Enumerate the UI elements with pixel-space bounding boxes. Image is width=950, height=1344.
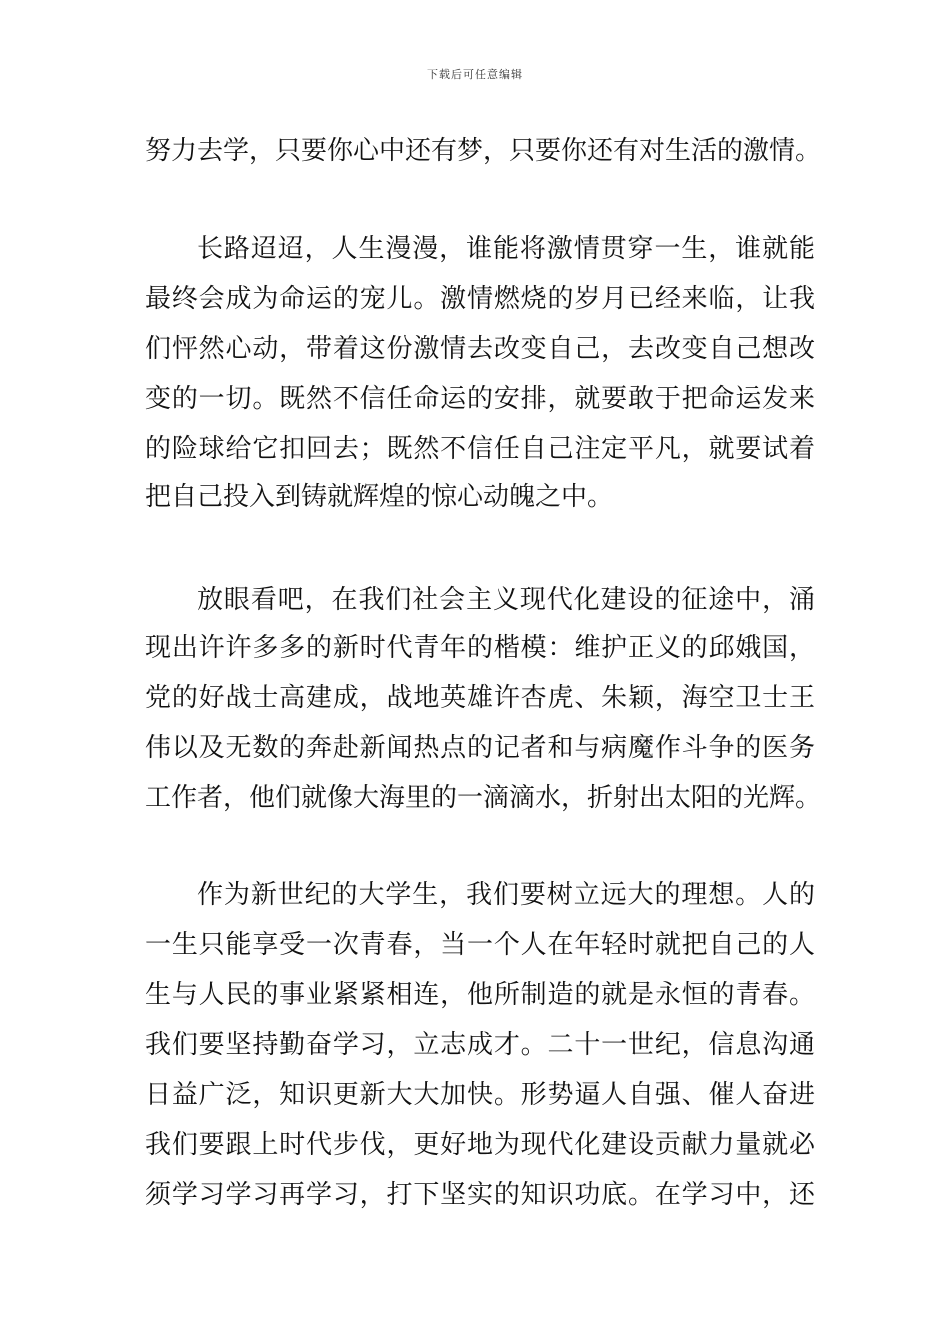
text-line: 努力去学，只要你心中还有梦，只要你还有对生活的激情。 <box>145 136 822 166</box>
text-line: 工作者，他们就像大海里的一滴滴水，折射出太阳的光辉。 <box>145 783 822 813</box>
text-line: 变的一切。既然不信任命运的安排，就要敢于把命运发来 <box>145 384 815 414</box>
text-line: 现出许许多多的新时代青年的楷模：维护正义的邱娥国， <box>145 633 815 663</box>
text-line: 作为新世纪的大学生，我们要树立远大的理想。人的 <box>197 880 815 910</box>
text-line: 日益广泛，知识更新大大加快。形势逼人自强、催人奋进 <box>145 1080 815 1110</box>
text-line: 我们要坚持勤奋学习，立志成才。二十一世纪，信息沟通 <box>145 1030 815 1060</box>
text-line: 一生只能享受一次青春，当一个人在年轻时就把自己的人 <box>145 930 815 960</box>
text-line: 党的好战士高建成，战地英雄许杏虎、朱颖，海空卫士王 <box>145 683 815 713</box>
text-line: 伟以及无数的奔赴新闻热点的记者和与病魔作斗争的医务 <box>145 733 815 763</box>
text-line: 须学习学习再学习，打下坚实的知识功底。在学习中，还 <box>145 1180 815 1210</box>
text-line: 放眼看吧，在我们社会主义现代化建设的征途中，涌 <box>197 585 815 615</box>
page-header: 下载后可任意编辑 <box>427 68 523 81</box>
text-line: 最终会成为命运的宠儿。激情燃烧的岁月已经来临，让我 <box>145 284 815 314</box>
text-line: 长路迢迢，人生漫漫，谁能将激情贯穿一生，谁就能 <box>197 234 815 264</box>
text-line: 生与人民的事业紧紧相连，他所制造的就是永恒的青春。 <box>145 980 815 1010</box>
text-line: 把自己投入到铸就辉煌的惊心动魄之中。 <box>145 482 614 512</box>
text-line: 们怦然心动，带着这份激情去改变自己，去改变自己想改 <box>145 334 815 364</box>
text-line: 的险球给它扣回去；既然不信任自己注定平凡，就要试着 <box>145 434 815 464</box>
text-line: 我们要跟上时代步伐，更好地为现代化建设贡献力量就必 <box>145 1130 815 1160</box>
